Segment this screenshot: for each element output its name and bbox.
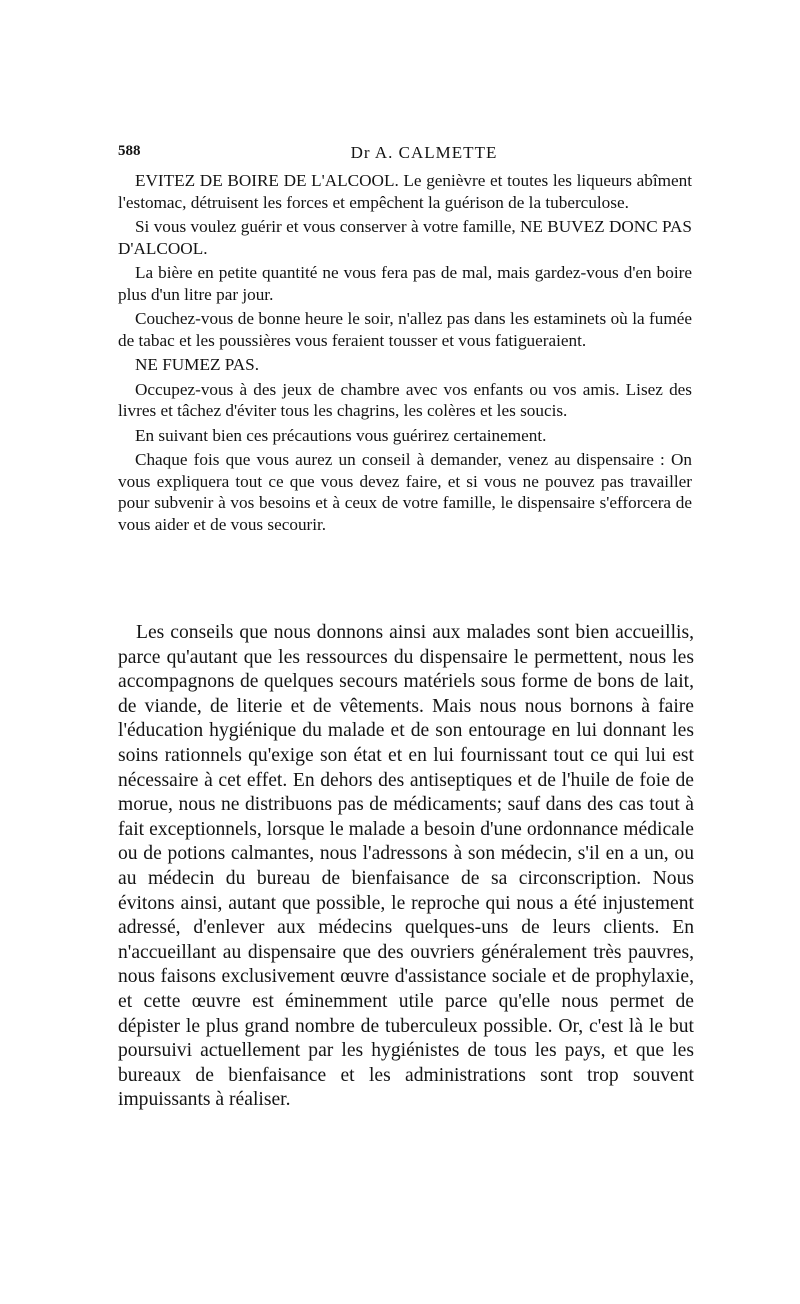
- running-head: Dr A. CALMETTE: [350, 143, 498, 162]
- advice-paragraph: NE FUMEZ PAS.: [135, 355, 260, 374]
- main-text: [118, 621, 694, 1113]
- advice-paragraph: Chaque fois que vous aurez un conseil à demander, venez au dispensaire : On vous expliquera tout ce que vous devez faire, et si vous ne pouvez pas travailler pour subvenir à vos besoins et à ceux de votre famille, le dispensaire s'efforcera de vous aider et de vous secourir.: [118, 450, 692, 534]
- advice-paragraph: Si vous voulez guérir et vous conserver à votre famille, NE BUVEZ DONC PAS D'ALCOOL.: [118, 217, 692, 258]
- advice-paragraph: La bière en petite quantité ne vous fera pas de mal, mais gardez-vous d'en boire plus d'un litre par jour.: [118, 263, 692, 304]
- body-paragraph: Les conseils que nous donnons ainsi aux malades sont bien accueillis, parce qu'autant que les ressources du dispensaire le permettent, nous les accompagnons de quelques secours matériels sous forme de bons de lait, de viande, de literie et de vêtements. Mais nous nous bornons à faire l'éducation hygiénique du malade et de son entourage en lui donnant les soins rationnels qu'exige son état et en lui fournissant tout ce qui lui est nécessaire à cet effet. En dehors des antiseptiques et de l'huile de foie de morue, nous ne distribuons pas de médicaments; sauf dans des cas tout à fait exceptionnels, lorsque le malade a besoin d'une ordonnance médicale ou de potions calmantes, nous l'adressons à son médecin, s'il en a un, ou au médecin du bureau de bienfaisance de sa circonscription. Nous évitons ainsi, autant que possible, le reproche qui nous a été injustement adressé, d'enlever aux médecins quelques-uns de leurs clients. En n'accueillant au dispensaire que des ouvriers généralement très pauvres, nous faisons exclusivement œuvre d'assistance sociale et de prophylaxie, et cette œuvre est éminemment utile parce qu'elle nous permet de dépister le plus grand nombre de tuberculeux possible. Or, c'est là le but poursuivi actuellement par les hygiénistes de tous les pays, et que les bureaux de bienfaisance et les administrations sont trop souvent impuissants à réaliser.: [118, 622, 694, 1111]
- page-number: 588: [118, 143, 141, 159]
- advice-block: [118, 170, 692, 538]
- page-header: [118, 143, 690, 167]
- advice-paragraph: En suivant bien ces précautions vous guérirez certainement.: [135, 425, 547, 445]
- advice-paragraph: Occupez-vous à des jeux de chambre avec vos enfants ou vos amis. Lisez des livres et tâchez d'éviter tous les chagrins, les colères et les soucis.: [118, 379, 692, 420]
- advice-paragraph: Couchez-vous de bonne heure le soir, n'allez pas dans les estaminets où la fumée de tabac et les poussières vous feraient tousser et vous fatigueraient.: [118, 309, 692, 350]
- advice-paragraph: EVITEZ DE BOIRE DE L'ALCOOL. Le genièvre et toutes les liqueurs abîment l'estomac, détruisent les forces et empêchent la guérison de la tuberculose.: [118, 171, 692, 212]
